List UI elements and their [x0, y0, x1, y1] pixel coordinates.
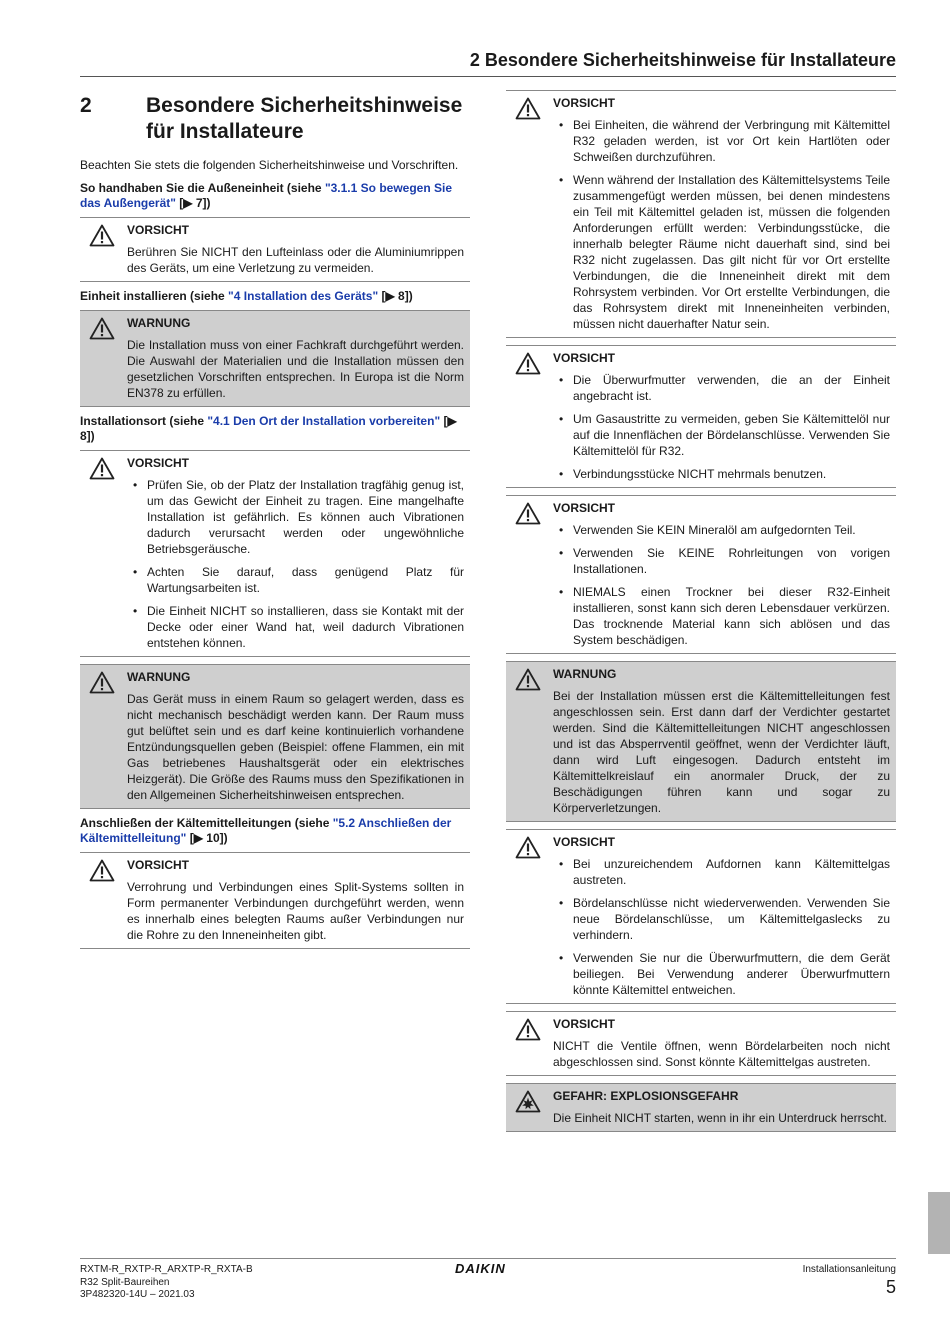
subheading-location: Installationsort (siehe "4.1 Den Ort der Installation vorbereiten" [▶ 8]) [80, 414, 457, 443]
link-section-5-2[interactable]: "5.2 Anschließen der Kältemittelleitung" [80, 816, 452, 845]
caution-text: NICHT die Ventile öffnen, wenn Bördelarbeiten noch nicht abgeschlossen sind. Sonst könnte Kältemittelgas austreten. [553, 1039, 890, 1069]
warning-box [506, 661, 896, 822]
list-item: • Die Überwurfmutter verwenden, die an der Einheit angebracht ist. [553, 372, 890, 404]
warning-triangle-icon [515, 97, 541, 120]
caution-box [80, 450, 470, 657]
list-item: • Achten Sie darauf, dass genügend Platz für Wartungsarbeiten ist. [127, 564, 464, 596]
danger-text: Die Einheit NICHT starten, wenn in ihr ein Unterdruck herrscht. [553, 1111, 887, 1125]
caution-label: VORSICHT [127, 858, 190, 872]
caution-label: VORSICHT [127, 456, 190, 470]
warning-triangle-icon [515, 668, 541, 691]
explosion-hazard-icon [515, 1090, 541, 1113]
header-divider [80, 76, 896, 77]
footer-doctype: Installationsanleitung [802, 1264, 896, 1275]
list-item: • Verwenden Sie nur die Überwurfmuttern, die dem Gerät beiliegen. Bei Verwendung anderer Überwurfmuttern könnte Kältemittel entweichen. [553, 950, 890, 998]
warning-triangle-icon [89, 317, 115, 340]
caution-list [553, 856, 890, 998]
brand-logo: DAIKIN [455, 1261, 506, 1276]
warning-label: WARNUNG [127, 316, 191, 330]
list-item: • Bördelanschlüsse nicht wiederverwenden. Verwenden Sie neue Bördelanschlüsse, um Kältemittelgaslecks zu verhindern. [553, 895, 890, 943]
link-section-4-1[interactable]: "4.1 Den Ort der Installation vorbereiten" [207, 414, 441, 428]
footer-models: RXTM-R_RXTP-R_ARXTP-R_RXTA-B [80, 1264, 253, 1275]
list-item: • Die Einheit NICHT so installieren, dass sie Kontakt mit der Decke oder einer Wand hat, weil dadurch Vibrationen entstehen können. [127, 603, 464, 651]
caution-label: VORSICHT [553, 96, 616, 110]
warning-triangle-icon [515, 352, 541, 375]
list-item: • Wenn während der Installation des Kältemittelsystems Teile zusammengefügt werden müssen, bei denen mindestens ein Teil mit Kältemittel geladen ist, müssen die folgenden Anforderungen erfüllt werden: Verbindungsstücke, die innerhalb belegter Räume nicht dauerhaft sind, sind bei R32 nicht zugelassen. Das gilt nicht für vor Ort erstellte Verbindungen, die die Inneneinheit direkt mit dem Rohrsystem verbinden. Vor Ort erstellte Verbindungen, die das Rohrsystem direkt mit Inneneinheiten verbinden, müssen nicht dauerhafter Natur sein. [553, 172, 890, 332]
danger-box [506, 1083, 896, 1132]
list-item: • Verbindungsstücke NICHT mehrmals benutzen. [553, 466, 890, 482]
caution-box [506, 495, 896, 654]
list-item: • Bei unzureichendem Aufdornen kann Kältemittelgas austreten. [553, 856, 890, 888]
list-item: • Um Gasaustritte zu vermeiden, geben Sie Kältemittelöl nur auf die Innenflächen der Bördelanschlüsse. Verwenden Sie Kältemittelöl für R32. [553, 411, 890, 459]
warning-box [80, 664, 470, 809]
caution-list [553, 372, 890, 482]
page-header-title: 2 Besondere Sicherheitshinweise für Installateure [469, 50, 896, 70]
link-section-3-1-1[interactable]: "3.1.1 So bewegen Sie das Außengerät" [80, 181, 453, 210]
warning-triangle-icon [515, 836, 541, 859]
warning-label: WARNUNG [553, 667, 617, 681]
caution-text: Verrohrung und Verbindungen eines Split-Systems sollten in Form permanenter Verbindungen durchgeführt werden, wenn es innerhalb eines belegten Raums außer Verbindungen nur die Rohre zu den Inneneinheiten gibt. [127, 880, 464, 942]
caution-box [506, 345, 896, 488]
warning-label: WARNUNG [127, 670, 191, 684]
footer-series: R32 Split-Baureihen [80, 1276, 170, 1288]
warning-triangle-icon [89, 671, 115, 694]
caution-box [506, 1011, 896, 1076]
list-item: • Verwenden Sie KEINE Rohrleitungen von vorigen Installationen. [553, 545, 890, 577]
caution-list [553, 522, 890, 648]
warning-triangle-icon [89, 457, 115, 480]
caution-label: VORSICHT [553, 1017, 616, 1031]
chapter-heading [80, 93, 470, 145]
list-item: • Verwenden Sie KEIN Mineralöl am aufgedornten Teil. [553, 522, 890, 538]
right-column [506, 90, 896, 1139]
list-item: • NIEMALS einen Trockner bei dieser R32-Einheit installieren, sonst kann sich deren Lebensdauer verkürzen. Das trocknende Material kann sich ablösen und das System beschädigen. [553, 584, 890, 648]
link-section-4[interactable]: "4 Installation des Geräts" [228, 289, 379, 303]
chapter-number: 2 [80, 94, 92, 117]
caution-label: VORSICHT [553, 351, 616, 365]
danger-label: GEFAHR: EXPLOSIONSGEFAHR [553, 1089, 739, 1103]
warning-triangle-icon [515, 502, 541, 525]
warning-text: Bei der Installation müssen erst die Kältemittelleitungen fest angeschlossen sein. Erst dann darf der Verdichter gestartet werden. Sind die Kältemittelleitungen NICHT angeschlossen und ist das Absperrventil geöffnet, wenn der Verdichter läuft, dann wird Luft eingesogen. Dadurch entsteht im Kältemittelkreislauf ein anormaler Druck, der zu Beschädigungen führen kann und sogar zu Körperverletzungen. [553, 689, 890, 815]
caution-box [80, 852, 470, 949]
footer-doc-info [80, 1264, 253, 1302]
warning-triangle-icon [89, 859, 115, 882]
left-column [80, 90, 470, 956]
caution-box [80, 217, 470, 282]
caution-label: VORSICHT [553, 501, 616, 515]
caution-label: VORSICHT [553, 835, 616, 849]
footer-docnum: 3P482320-14U – 2021.03 [80, 1289, 195, 1300]
subheading-refrigerant-piping: Anschließen der Kältemittelleitungen (siehe "5.2 Anschließen der Kältemittelleitung" [▶ 10]) [80, 816, 452, 845]
subheading-handling: So handhaben Sie die Außeneinheit (siehe "3.1.1 So bewegen Sie das Außengerät" [▶ 7]) [80, 181, 453, 210]
caution-box [506, 90, 896, 338]
warning-triangle-icon [515, 1018, 541, 1041]
intro-paragraph: Beachten Sie stets die folgenden Sicherheitshinweise und Vorschriften. [80, 158, 459, 172]
footer-divider [80, 1258, 896, 1259]
caution-label: VORSICHT [127, 223, 190, 237]
caution-list [553, 117, 890, 332]
warning-box [80, 310, 470, 407]
warning-triangle-icon [89, 224, 115, 247]
caution-text: Berühren Sie NICHT den Lufteinlass oder die Aluminiumrippen des Geräts, um eine Verletzung zu vermeiden. [127, 245, 464, 275]
subheading-install-unit: Einheit installieren (siehe "4 Installation des Geräts" [▶ 8]) [80, 289, 413, 303]
list-item: • Prüfen Sie, ob der Platz der Installation tragfähig genug ist, um das Gewicht der Einheit zu tragen. Eine mangelhafte Installation ist gefährlich. Es können auch Vibrationen dadurch verursacht werden oder ungewöhnliche Betriebsgeräusche. [127, 477, 464, 557]
caution-box [506, 829, 896, 1004]
warning-text: Die Installation muss von einer Fachkraft durchgeführt werden. Die Auswahl der Materialien und die Installation müssen den gesetzlichen Vorschriften entsprechen. In Europa ist die Norm EN378 zu erfüllen. [127, 338, 464, 400]
list-item: • Bei Einheiten, die während der Verbringung mit Kältemittel R32 geladen werden, ist vor Ort kein Hartlöten oder Schweißen durchzuführen. [553, 117, 890, 165]
chapter-title: Besondere Sicherheitshinweise für Installateure [146, 94, 463, 143]
warning-text: Das Gerät muss in einem Raum so gelagert werden, dass es nicht mechanisch beschädigt werden kann. Der Raum muss gut belüftet sein und es darf keine kontinuierlich vorhandene Entzündungsquellen geben (Beispiel: offene Flammen, ein mit Gas betriebenes Haushaltsgerät oder ein elektrisches Heizgerät). Die Größe des Raums muss den Spezifikationen in den Allgemeinen Sicherheitshinweisen entsprechen. [127, 692, 464, 802]
chapter-side-tab [928, 1192, 950, 1254]
caution-list [127, 477, 464, 651]
page-number: 5 [885, 1277, 896, 1297]
